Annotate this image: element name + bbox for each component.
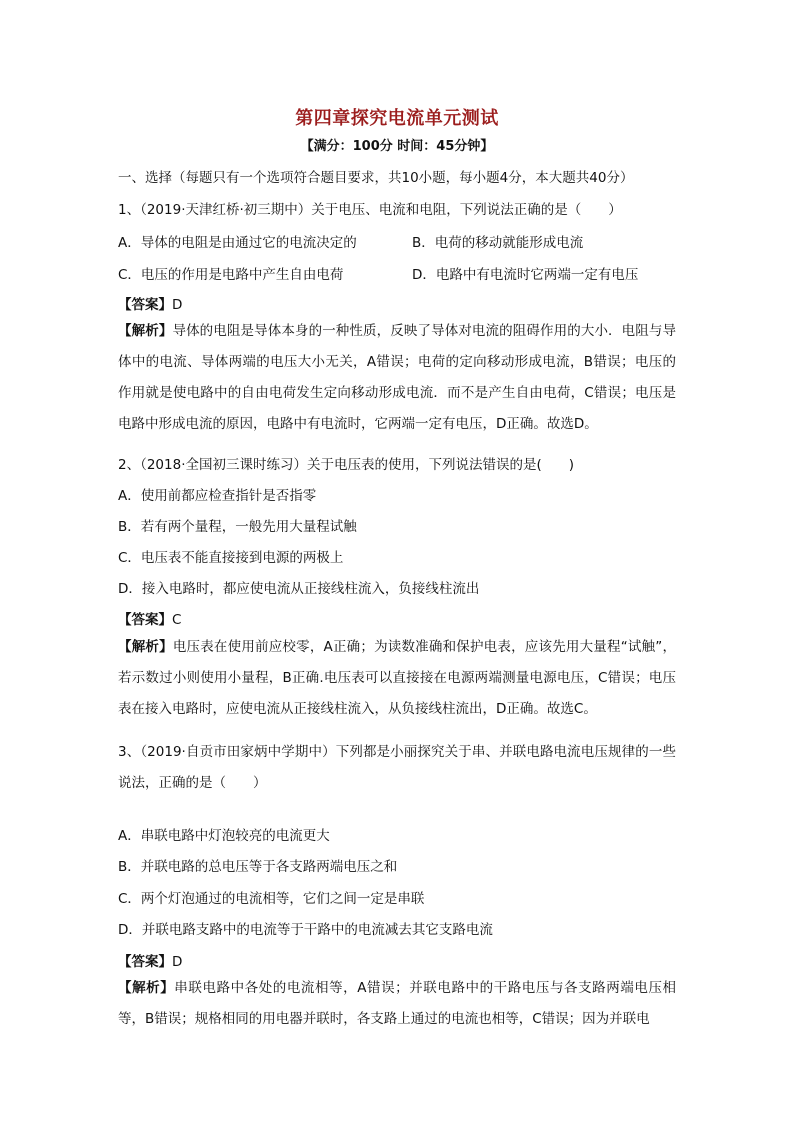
q3-option-a: A．串联电路中灯泡较亮的电流更大 [118, 828, 330, 844]
analysis-text: 导体的电阻是导体本身的一种性质，反映了导体对电流的阻碍作用的大小．电阻与导体中的电流、导体两端的电压大小无关，A错误；电荷的定向移动形成电流，B错误；电压的作用就是使电路中的自由电荷发生定向移动形成电流．而不是产生自由电荷，C错误；电压是电路中形成电流的原因，电路中有电流时，它两端一定有电压，D正确。故选D。 [118, 323, 677, 432]
q3-answer [118, 950, 182, 970]
q2-option-a: A．使用前都应检查指针是否指零 [118, 488, 317, 504]
analysis-text: 电压表在使用前应校零，A正确；为读数准确和保护电表，应该先用大量程“试触”，若示数过小则使用小量程，B正确.电压表可以直接接在电源两端测量电源电压，C错误；电压表在接入电路时，应使电流从正接线柱流入，从负接线柱流出，D正确。故选C。 [118, 639, 676, 717]
q1-option-c: C．电压的作用是电路中产生自由电荷 [118, 267, 344, 283]
q2-analysis [118, 632, 676, 725]
page-title: 第四章探究电流单元测试 [295, 108, 499, 129]
q2-option-c: C．电压表不能直接接到电源的两极上 [118, 550, 344, 566]
section-heading: 一、选择（每题只有一个选项符合题目要求，共10小题，每小题4分，本大题共40分） [118, 170, 634, 186]
answer-value: D [172, 954, 183, 970]
analysis-label: 【解析】 [118, 323, 173, 339]
q2-stem: 2、（2018·全国初三课时练习）关于电压表的使用，下列说法错误的是( ) [118, 457, 575, 473]
answer-label: 【答案】 [118, 954, 172, 970]
q3-stem: 3、（2019·自贡市田家炳中学期中）下列都是小丽探究关于串、并联电路电流电压规律的一些说法，正确的是（ ） [118, 744, 676, 791]
q1-stem: 1、（2019·天津红桥·初三期中）关于电压、电流和电阻，下列说法正确的是（ ） [118, 202, 622, 218]
q3-option-d: D．并联电路支路中的电流等于干路中的电流减去其它支路电流 [118, 922, 493, 938]
answer-label: 【答案】 [118, 297, 172, 313]
answer-value: D [172, 297, 183, 313]
analysis-label: 【解析】 [118, 639, 173, 655]
q1-analysis [118, 316, 676, 440]
analysis-label: 【解析】 [118, 980, 175, 996]
score-time-info: 【满分：100分 时间：45分钟】 [300, 139, 494, 154]
q2-option-d: D．接入电路时，都应使电流从正接线柱流入，负接线柱流出 [118, 581, 480, 597]
q1-option-a: A．导体的电阻是由通过它的电流决定的 [118, 235, 357, 251]
q3-analysis [118, 973, 676, 1035]
answer-label: 【答案】 [118, 612, 172, 628]
q3-option-c: C．两个灯泡通过的电流相等，它们之间一定是串联 [118, 891, 425, 907]
q2-option-b: B．若有两个量程，一般先用大量程试触 [118, 519, 357, 535]
q1-option-b: B．电荷的移动就能形成电流 [412, 235, 584, 251]
q1-option-d: D．电路中有电流时它两端一定有电压 [412, 267, 639, 283]
q2-answer [118, 608, 181, 628]
q3-option-b: B．并联电路的总电压等于各支路两端电压之和 [118, 859, 398, 875]
q1-answer [118, 293, 182, 313]
answer-value: C [172, 612, 182, 628]
analysis-text: 串联电路中各处的电流相等，A错误；并联电路中的干路电压与各支路两端电压相等，B错误；规格相同的用电器并联时，各支路上通过的电流也相等，C错误；因为并联电 [118, 980, 677, 1027]
